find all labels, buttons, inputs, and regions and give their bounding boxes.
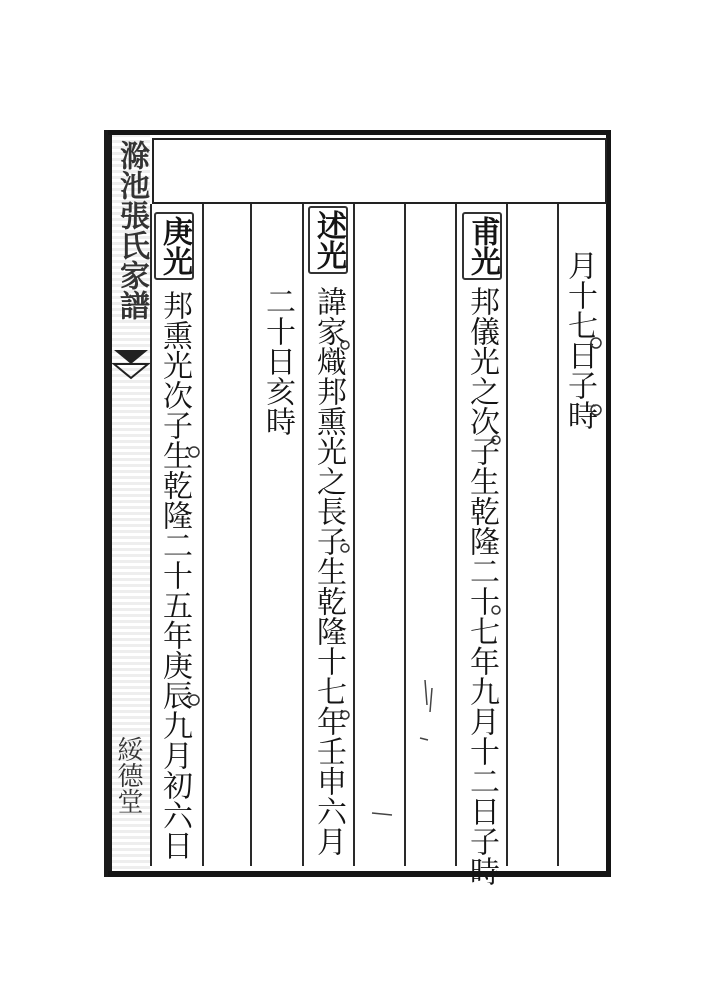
text-column-1: 月十七日子時 [562,250,597,430]
person-name: 庚光 [154,212,194,280]
person-name: 甫光 [462,212,502,280]
text-column-3: 諱家熾邦熏光之長子生乾隆十七年壬申六月 [311,286,346,856]
person-name: 述光 [308,206,348,274]
text-column-4: 二十日亥時 [260,286,295,436]
margin-hall-name: 綏德堂 [113,736,143,814]
margin-book-title: 滁池張氏家譜 [114,140,149,320]
text-column-5: 邦熏光次子生乾隆二十五年庚辰九月初六日 [157,290,192,860]
text-column-2: 邦儀光之次子生乾隆二十七年九月十二日子時 [464,286,499,886]
